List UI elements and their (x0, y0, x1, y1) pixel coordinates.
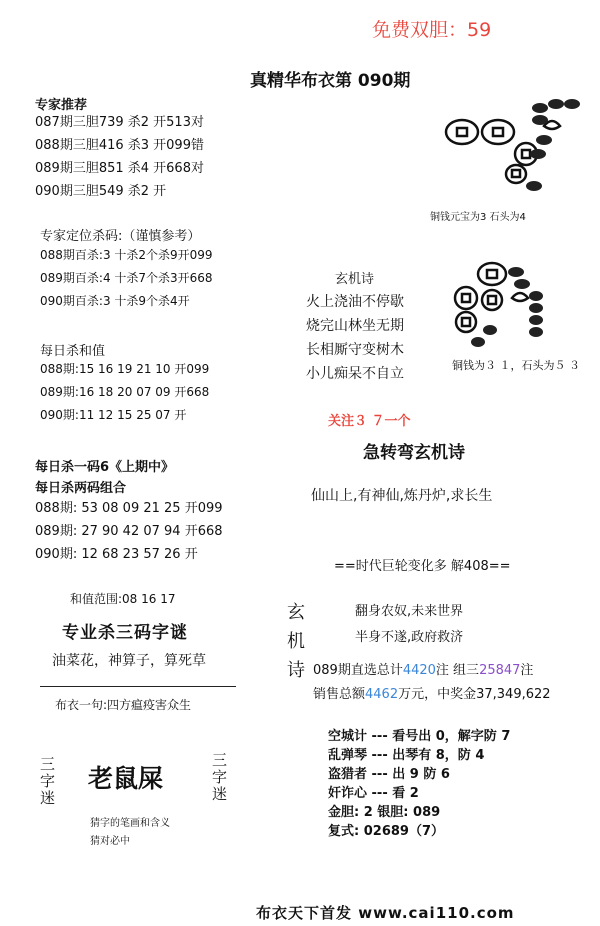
xuanji-vertical (287, 598, 305, 685)
sales-value: 4462 (365, 687, 399, 702)
xuanji-line: 半身不遂,政府救济 (355, 630, 464, 645)
coin-caption-2: 铜钱为３ １，石头为５ ３ (452, 359, 580, 372)
xuanji-char: 诗 (287, 660, 305, 681)
xuanji-line: 翻身农奴,未来世界 (355, 604, 464, 619)
list-item: 088期百杀:3 十杀2个杀9开099 (40, 248, 213, 262)
poem-line: 火上浇油不停歇 (306, 294, 404, 310)
poem-title: 玄机诗 (335, 272, 375, 287)
position-kill-heading: 专家定位杀码:（谨慎参考） (40, 229, 201, 244)
list-item: 乱弹琴 --- 出琴有 8，防 4 (328, 748, 485, 763)
list-item: 090期: 12 68 23 57 26 开 (35, 547, 198, 562)
list-item: 089期:16 18 20 07 09 开668 (40, 385, 210, 399)
poem-lines (306, 290, 404, 386)
coin-diagram-1 (440, 96, 590, 196)
coin-diagram-2 (452, 258, 572, 348)
sales-text: 销售总额 (313, 687, 366, 702)
sales-value: 25847 (479, 663, 521, 678)
list-item: 090期百杀:3 十杀9个杀4开 (40, 294, 190, 308)
sales-line-1 (313, 659, 533, 678)
poem-line: 小儿痴呆不自立 (306, 366, 404, 382)
page-title: 真精华布衣第 090期 (250, 71, 411, 91)
list-item: 090期:11 12 15 25 07 开 (40, 408, 187, 422)
expert-rows (35, 111, 204, 203)
list-item: 089期: 27 90 42 07 94 开668 (35, 524, 223, 539)
riddle-main: 老鼠屎 (88, 764, 164, 793)
poem2-line: 仙山上,有神仙,炼丹炉,求长生 (311, 488, 493, 504)
poem-line: 长相厮守变树木 (306, 342, 404, 358)
era-line: ==时代巨轮变化多 解408== (334, 559, 511, 574)
position-kill-rows (40, 244, 213, 313)
list-item: 复式: 02689（7） (328, 824, 444, 839)
riddle-hint: 猜对必中 (90, 836, 130, 847)
list-item: 088期三胆416 杀3 开099错 (35, 138, 204, 153)
sum-range: 和值范围:08 16 17 (70, 592, 176, 606)
coin-caption-1: 铜钱元宝为3 石头为4 (430, 212, 526, 223)
free-pick: 免费双胆：59 (372, 19, 492, 41)
list-item: 空城计 --- 看号出 0，解字防 7 (328, 729, 511, 744)
kill-one-heading: 每日杀一码6《上期中》 (35, 460, 175, 475)
riddle-side-right: 三字迷 (212, 751, 228, 803)
list-item: 090期三胆549 杀2 开 (35, 184, 167, 199)
sales-text: 万元，中奖金37,349,622 (398, 687, 551, 702)
list-item: 089期三胆851 杀4 开668对 (35, 161, 204, 176)
divider (40, 686, 236, 687)
list-item: 盗猎者 --- 出 9 防 6 (328, 767, 450, 782)
kill-three-title: 专业杀三码字谜 (62, 623, 188, 643)
sum-kill-heading: 每日杀和值 (40, 344, 106, 359)
focus-note: 关注３ ７一个 (328, 414, 411, 429)
expert-heading: 专家推荐 (35, 98, 88, 113)
footer: 布衣天下首发 www.cai110.com (256, 904, 515, 922)
list-item: 金胆: 2 银胆: 089 (328, 805, 441, 820)
xuanji-char: 玄 (287, 602, 305, 623)
poem2-title: 急转弯玄机诗 (363, 443, 465, 463)
poem-line: 烧完山林坐无期 (306, 318, 404, 334)
kill-three-text: 油菜花，神算子，算死草 (52, 653, 206, 669)
sales-text: 089期直选总计 (313, 663, 403, 678)
list-item: 088期:15 16 19 21 10 开099 (40, 362, 210, 376)
list-item: 087期三胆739 杀2 开513对 (35, 115, 204, 130)
riddle-hint: 猜字的笔画和含义 (90, 818, 170, 829)
list-item: 089期百杀:4 十杀7个杀3开668 (40, 271, 213, 285)
sum-kill-rows (40, 358, 209, 427)
riddle-side-left: 三字迷 (40, 755, 56, 807)
xuanji-char: 机 (287, 631, 305, 652)
buyi-line: 布衣一句:四方瘟疫害众生 (55, 698, 192, 712)
list-item: 奸诈心 --- 看 2 (328, 786, 419, 801)
tips (328, 727, 510, 841)
sales-line-2 (313, 683, 551, 702)
sales-text: 注 组三 (435, 663, 480, 678)
sales-value: 4420 (402, 663, 436, 678)
list-item: 088期: 53 08 09 21 25 开099 (35, 501, 223, 516)
kill-two-rows (35, 497, 223, 566)
kill-two-heading: 每日杀两码组合 (35, 481, 127, 496)
sales-text: 注 (520, 663, 534, 678)
